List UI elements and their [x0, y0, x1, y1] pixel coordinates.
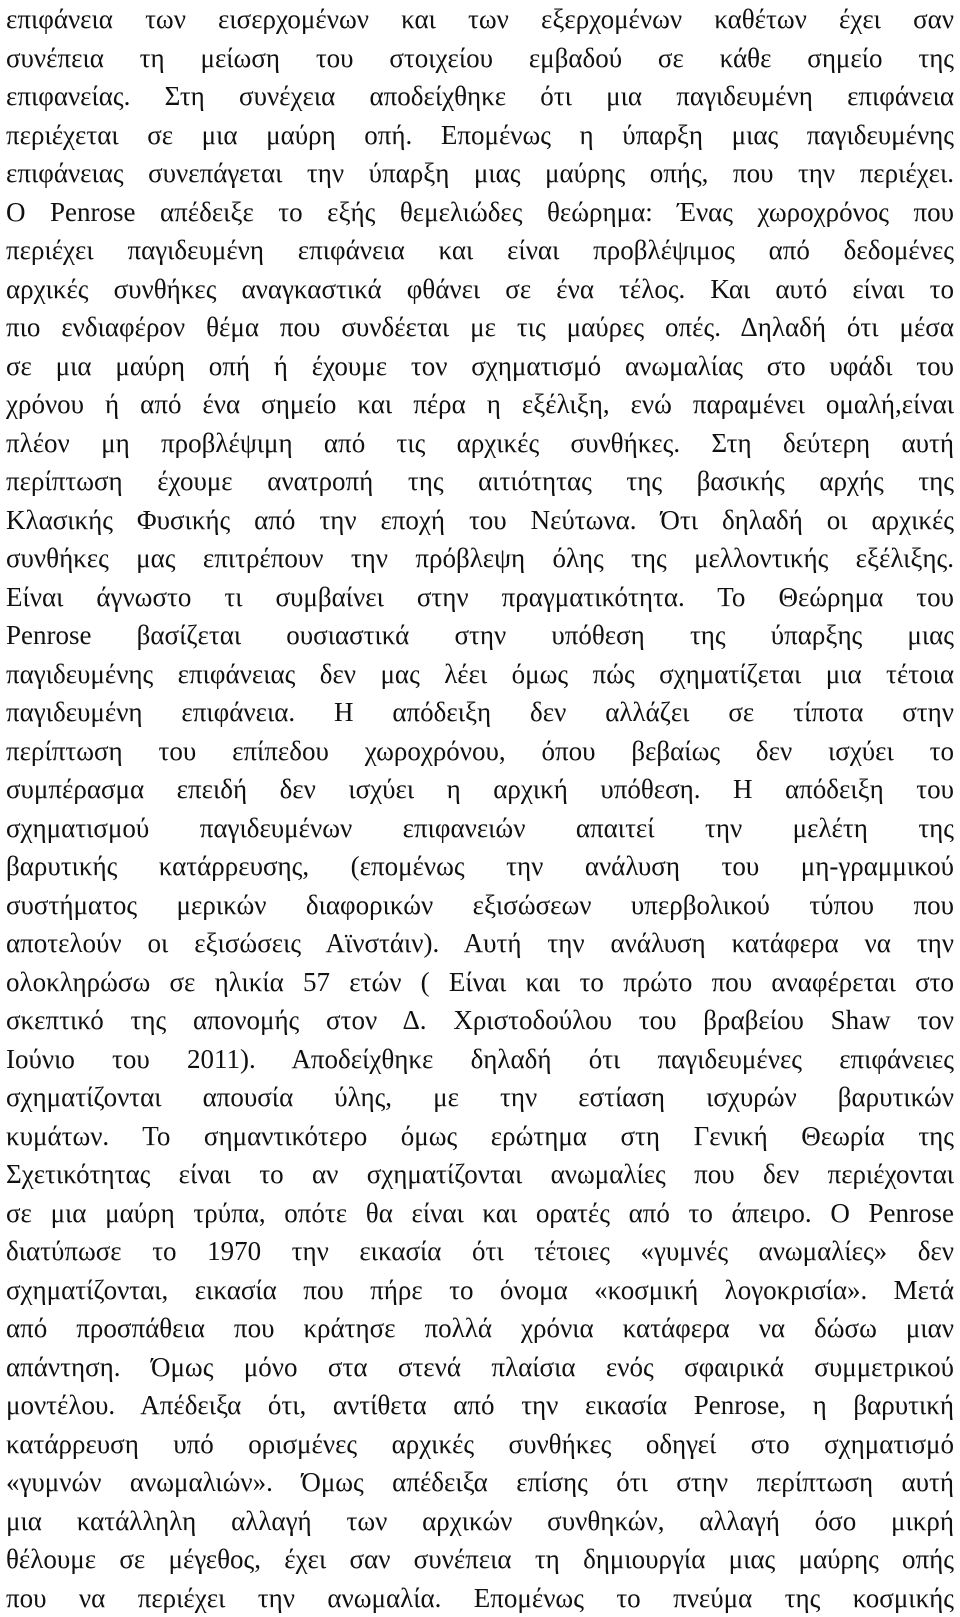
text-line: απάντηση. Όμως μόνο στα στενά πλαίσια ενός σφαιρικά συμμετρικού	[6, 1348, 954, 1387]
text-line: σχηματίζονται απουσία ύλης, με την εστίαση ισχυρών βαρυτικών	[6, 1078, 954, 1117]
text-line: πιο ενδιαφέρον θέμα που συνδέεται με τις μαύρες οπές. Δηλαδή ότι μέσα	[6, 308, 954, 347]
text-line: περίπτωση έχουμε ανατροπή της αιτιότητας της βασικής αρχής της	[6, 462, 954, 501]
text-line: παγιδευμένης επιφάνειας δεν μας λέει όμως πώς σχηματίζεται μια τέτοια	[6, 655, 954, 694]
text-line: Κλασικής Φυσικής από την εποχή του Νεύτωνα. Ότι δηλαδή οι αρχικές	[6, 501, 954, 540]
text-line: συστήματος μερικών διαφορικών εξισώσεων υπερβολικού τύπου που	[6, 886, 954, 925]
text-line: ολοκληρώσω σε ηλικία 57 ετών ( Είναι και το πρώτο που αναφέρεται στο	[6, 963, 954, 1002]
text-line: χρόνου ή από ένα σημείο και πέρα η εξέλιξη, ενώ παραμένει ομαλή,είναι	[6, 385, 954, 424]
text-line: σχηματισμού παγιδευμένων επιφανειών απαιτεί την μελέτη της	[6, 809, 954, 848]
text-line: αποτελούν οι εξισώσεις Αϊνστάιν). Αυτή την ανάλυση κατάφερα να την	[6, 924, 954, 963]
body-text	[6, 0, 954, 1617]
text-line: που να περιέχει την ανωμαλία. Επομένως το πνεύμα της κοσμικής	[6, 1579, 954, 1617]
text-line: «γυμνών ανωμαλιών». Όμως απέδειξα επίσης ότι στην περίπτωση αυτή	[6, 1463, 954, 1502]
text-line: επιφανείας. Στη συνέχεια αποδείχθηκε ότι μια παγιδευμένη επιφάνεια	[6, 77, 954, 116]
text-line: Σχετικότητας είναι το αν σχηματίζονται ανωμαλίες που δεν περιέχονται	[6, 1155, 954, 1194]
text-line: διατύπωσε το 1970 την εικασία ότι τέτοιες «γυμνές ανωμαλίες» δεν	[6, 1232, 954, 1271]
text-line: μοντέλου. Απέδειξα ότι, αντίθετα από την εικασία Penrose, η βαρυτική	[6, 1386, 954, 1425]
text-line: σκεπτικό της απονομής στον Δ. Χριστοδούλου του βραβείου Shaw τον	[6, 1001, 954, 1040]
text-line: συνέπεια τη μείωση του στοιχείου εμβαδού σε κάθε σημείο της	[6, 39, 954, 78]
text-line: βαρυτικής κατάρρευσης, (επομένως την ανάλυση του μη-γραμμικού	[6, 847, 954, 886]
text-line: αρχικές συνθήκες αναγκαστικά φθάνει σε ένα τέλος. Και αυτό είναι το	[6, 270, 954, 309]
text-line: κυμάτων. Το σημαντικότερο όμως ερώτημα στη Γενική Θεωρία της	[6, 1117, 954, 1156]
text-line: Ο Penrose απέδειξε το εξής θεμελιώδες θεώρημα: Ένας χωροχρόνος που	[6, 193, 954, 232]
text-line: σε μια μαύρη οπή ή έχουμε τον σχηματισμό ανωμαλίας στο υφάδι του	[6, 347, 954, 386]
text-line: περιέχει παγιδευμένη επιφάνεια και είναι προβλέψιμος από δεδομένες	[6, 231, 954, 270]
text-line: σε μια μαύρη τρύπα, οπότε θα είναι και ορατές από το άπειρο. Ο Penrose	[6, 1194, 954, 1233]
text-line: παγιδευμένη επιφάνεια. Η απόδειξη δεν αλλάζει σε τίποτα στην	[6, 693, 954, 732]
text-line: πλέον μη προβλέψιμη από τις αρχικές συνθήκες. Στη δεύτερη αυτή	[6, 424, 954, 463]
text-line: συνθήκες μας επιτρέπουν την πρόβλεψη όλης της μελλοντικής εξέλιξης.	[6, 539, 954, 578]
text-line: θέλουμε σε μέγεθος, έχει σαν συνέπεια τη δημιουργία μιας μαύρης οπής	[6, 1540, 954, 1579]
text-line: κατάρρευση υπό ορισμένες αρχικές συνθήκες οδηγεί στο σχηματισμό	[6, 1425, 954, 1464]
text-line: επιφάνειας συνεπάγεται την ύπαρξη μιας μαύρης οπής, που την περιέχει.	[6, 154, 954, 193]
text-line: Είναι άγνωστο τι συμβαίνει στην πραγματικότητα. Το Θεώρημα του	[6, 578, 954, 617]
text-line: μια κατάλληλη αλλαγή των αρχικών συνθηκών, αλλαγή όσο μικρή	[6, 1502, 954, 1541]
text-line: περιέχεται σε μια μαύρη οπή. Επομένως η ύπαρξη μιας παγιδευμένης	[6, 116, 954, 155]
text-line: Ιούνιο του 2011). Αποδείχθηκε δηλαδή ότι παγιδευμένες επιφάνειες	[6, 1040, 954, 1079]
text-line: περίπτωση του επίπεδου χωροχρόνου, όπου βεβαίως δεν ισχύει το	[6, 732, 954, 771]
text-line: συμπέρασμα επειδή δεν ισχύει η αρχική υπόθεση. Η απόδειξη του	[6, 770, 954, 809]
text-line: από προσπάθεια που κράτησε πολλά χρόνια κατάφερα να δώσω μιαν	[6, 1309, 954, 1348]
text-line: επιφάνεια των εισερχομένων και των εξερχομένων καθέτων έχει σαν	[6, 0, 954, 39]
text-line: Penrose βασίζεται ουσιαστικά στην υπόθεση της ύπαρξης μιας	[6, 616, 954, 655]
text-line: σχηματίζονται, εικασία που πήρε το όνομα «κοσμική λογοκρισία». Μετά	[6, 1271, 954, 1310]
